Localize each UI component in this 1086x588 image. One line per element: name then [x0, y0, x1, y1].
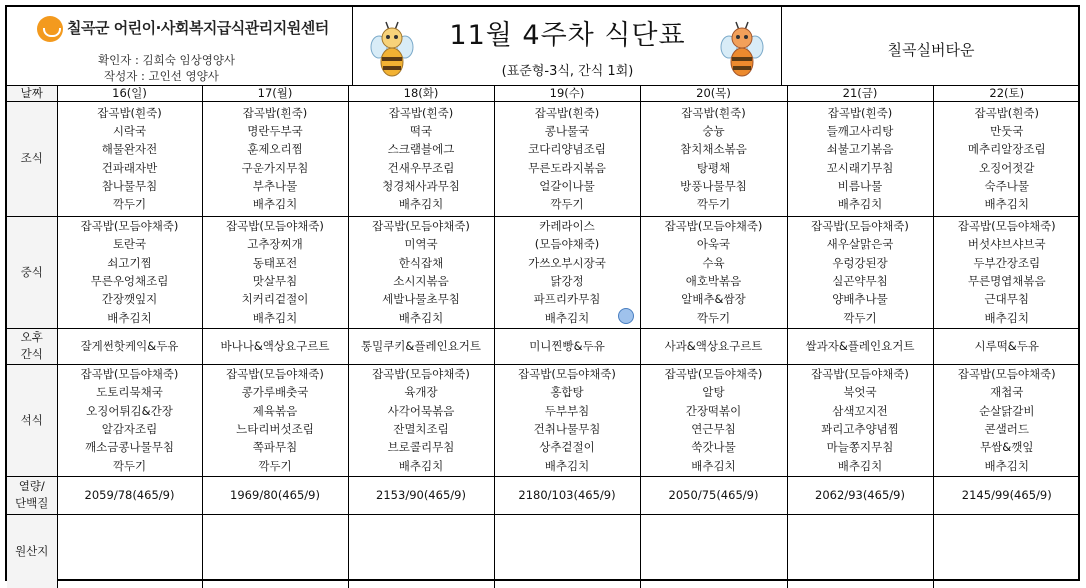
menu-item: 배추김치: [544, 310, 590, 325]
lunch-row: [7, 216, 1080, 328]
menu-item: 한식잡채: [398, 255, 444, 270]
menu-item: 깨소금콩나물무침: [85, 440, 174, 455]
nutrition-cell: 2153/90(465/9): [348, 476, 494, 514]
menu-item: 구운가지무침: [241, 160, 309, 175]
page-title: 11월 4주차 식단표: [449, 20, 686, 51]
header-right: [782, 7, 1080, 86]
menu-item: 쑥갓나물: [691, 440, 736, 455]
origin-cell: [787, 514, 933, 588]
dinner-row: [7, 364, 1080, 476]
menu-item: 잡곡밥(모듬야채죽): [372, 367, 470, 382]
breakfast-cell: [933, 101, 1080, 216]
menu-item: 꼬시래기무침: [826, 160, 894, 175]
menu-item: 두부부침: [544, 403, 590, 418]
menu-item: 도토리묵채국: [96, 385, 163, 400]
lunch-cell: [57, 216, 202, 328]
snack-cell: 쌀과자&플레인요거트: [787, 328, 933, 364]
dinner-cell: [57, 364, 202, 476]
menu-item: 무른우엉채조림: [90, 274, 169, 288]
menu-item: 잡곡밥(흰죽): [97, 105, 162, 120]
menu-item: 두부간장조림: [973, 255, 1041, 270]
menu-item: 알감자조림: [101, 422, 158, 436]
menu-item: 치커리겉절이: [241, 292, 309, 307]
dinner-label: 석식: [7, 364, 57, 476]
dinner-cell: [494, 364, 640, 476]
menu-item: 실곤약무침: [832, 274, 888, 288]
menu-item: 참치채소볶음: [680, 142, 747, 157]
dinner-cell: [933, 364, 1080, 476]
snack-cell: 통밀쿠키&플레인요거트: [348, 328, 494, 364]
dinner-cell: [787, 364, 933, 476]
menu-item: 잡곡밥(모듬야채죽): [957, 219, 1056, 234]
nutrition-label-line1: 열량/: [18, 479, 45, 493]
menu-item: 맛살무침: [252, 274, 298, 288]
menu-item: 잡곡밥(모듬야채죽): [811, 367, 909, 382]
menu-item: 배추김치: [398, 310, 444, 325]
menu-item: 깍두기: [112, 458, 147, 473]
menu-item: 만둣국: [990, 123, 1024, 138]
confirmer-text: 확인자 : 김희숙 임상영양사: [98, 53, 236, 67]
menu-item: 들깨고사리탕: [826, 123, 894, 138]
lunch-label: 중식: [7, 216, 57, 328]
menu-item: 토란국: [112, 237, 147, 252]
menu-item: 건새우무조림: [387, 160, 455, 175]
menu-item: 콘샐러드: [984, 422, 1029, 436]
origin-cell: [57, 514, 202, 588]
menu-item: 잡곡밥(모듬야채죽): [957, 367, 1056, 382]
menu-item: 순살닭갈비: [978, 403, 1035, 418]
menu-item: 탕평채: [696, 160, 731, 175]
menu-item: 가쓰오부시장국: [528, 255, 606, 270]
menu-item: 쇠불고기볶음: [826, 142, 894, 157]
menu-item: 상추겉절이: [539, 440, 595, 455]
breakfast-cell: [494, 101, 640, 216]
menu-item: 애호박볶음: [685, 274, 742, 288]
origin-cell: [640, 514, 787, 588]
menu-item: 잡곡밥(흰죽): [534, 105, 600, 120]
menu-item: 느타리버섯조림: [236, 422, 314, 436]
snack-cell: 바나나&액상요구르트: [202, 328, 348, 364]
menu-item: 브로콜리무침: [387, 440, 455, 455]
org-name: 칠곡군 어린이·사회복지급식관리지원센터: [67, 19, 329, 37]
nutrition-label: [7, 476, 57, 514]
menu-item: 잡곡밥(흰죽): [827, 105, 893, 120]
menu-item: 새우살맑은국: [826, 237, 894, 252]
menu-item: 미역국: [404, 237, 438, 252]
menu-item: 오징어튀김&간장: [86, 403, 173, 418]
menu-item: 코다리양념조림: [528, 142, 606, 157]
dinner-cell: [348, 364, 494, 476]
date-row: [7, 86, 1080, 101]
day-header: 22(토): [933, 86, 1080, 101]
menu-item: 홍합탕: [550, 385, 584, 400]
menu-item: 떡국: [409, 123, 433, 138]
menu-item: 잡곡밥(모듬야채죽): [664, 367, 763, 382]
day-header: 20(목): [640, 86, 787, 101]
breakfast-cell: [640, 101, 787, 216]
menu-item: 육개장: [404, 385, 438, 400]
breakfast-cell: [202, 101, 348, 216]
menu-item: 알탕: [702, 385, 725, 400]
menu-item: 마늘쫑지무침: [826, 440, 894, 455]
menu-item: 수육: [702, 255, 725, 270]
menu-item: 북엇국: [843, 385, 877, 400]
origin-cell: [494, 514, 640, 588]
menu-item: 간장떡볶이: [685, 403, 742, 418]
menu-item: 잡곡밥(모듬야채죽): [80, 367, 179, 382]
day-header: 21(금): [787, 86, 933, 101]
menu-item: 닭강정: [550, 274, 584, 288]
menu-item: 잡곡밥(모듬야채죽): [226, 219, 324, 234]
nutrition-cell: 2059/78(465/9): [57, 476, 202, 514]
bee-mascot-icon: [720, 17, 764, 79]
origin-cell: [348, 514, 494, 588]
menu-item: 잡곡밥(모듬야채죽): [226, 367, 324, 382]
menu-item: 배추김치: [544, 458, 590, 473]
breakfast-label: 조식: [7, 101, 57, 216]
menu-item: 양배추나물: [832, 292, 888, 307]
menu-item: 콩나물국: [544, 123, 590, 138]
day-header: 16(일): [57, 86, 202, 101]
menu-item: 깍두기: [843, 310, 877, 325]
logo-smile-icon: [37, 16, 63, 42]
menu-item: 깍두기: [696, 197, 731, 212]
menu-item: 근대무침: [984, 292, 1029, 307]
writer-text: 작성자 : 고인선 영양사: [104, 69, 219, 83]
character-sticker-icon: [618, 308, 634, 324]
day-header: 18(화): [348, 86, 494, 101]
menu-item: 세발나물초무침: [382, 292, 460, 307]
snack-cell: 사과&액상요구르트: [640, 328, 787, 364]
snack-label-line2: 간식: [20, 347, 43, 361]
day-header: 19(수): [494, 86, 640, 101]
lunch-cell: [348, 216, 494, 328]
menu-item: 오징어젓갈: [978, 160, 1035, 175]
date-label: 날짜: [7, 86, 57, 101]
snack-row: [7, 328, 1080, 364]
lunch-cell: [494, 216, 640, 328]
day-header: 17(월): [202, 86, 348, 101]
menu-item: 배추김치: [398, 458, 444, 473]
header-left: [7, 7, 353, 86]
menu-item: 소시지볶음: [393, 274, 449, 288]
menu-item: 간장깻잎지: [101, 292, 158, 307]
nutrition-label-line2: 단백질: [15, 496, 49, 510]
menu-item: 잡곡밥(모듬야채죽): [518, 367, 616, 382]
menu-item: 명란두부국: [247, 123, 303, 138]
menu-item: 고추장찌개: [247, 237, 303, 252]
lunch-cell: [640, 216, 787, 328]
menu-item: (모듬야채죽): [534, 237, 600, 252]
menu-item: 버섯샤브샤브국: [967, 237, 1046, 252]
nutrition-cell: 2180/103(465/9): [494, 476, 640, 514]
menu-item: 방풍나물무침: [680, 178, 747, 193]
menu-item: 숙주나물: [984, 178, 1029, 193]
menu-item: 잡곡밥(모듬야채죽): [372, 219, 470, 234]
menu-item: 청경채사과무침: [382, 178, 460, 193]
nutrition-row: [7, 476, 1080, 514]
menu-item: 시락국: [112, 123, 147, 138]
menu-item: 우렁강된장: [832, 255, 888, 270]
menu-item: 무른도라지볶음: [528, 160, 606, 175]
breakfast-cell: [57, 101, 202, 216]
menu-item: 쇠고기찜: [107, 255, 152, 270]
menu-item: 배추김치: [837, 197, 883, 212]
lunch-cell: [202, 216, 348, 328]
menu-item: 제육볶음: [252, 403, 298, 418]
menu-item: 무쌈&깻잎: [980, 440, 1034, 455]
menu-item: 배추김치: [691, 458, 736, 473]
lunch-cell: [933, 216, 1080, 328]
snack-cell: 시루떡&두유: [933, 328, 1080, 364]
menu-item: 배추김치: [252, 197, 298, 212]
menu-table: [7, 86, 1080, 588]
menu-item: 배추김치: [252, 310, 298, 325]
menu-item: 재첩국: [990, 385, 1024, 400]
menu-item: 파프리카무침: [533, 292, 601, 307]
origin-cell: [933, 514, 1080, 588]
menu-item: 잡곡밥(모듬야채죽): [664, 219, 763, 234]
menu-item: 잡곡밥(흰죽): [681, 105, 746, 120]
menu-item: 깍두기: [112, 197, 147, 212]
menu-item: 잡곡밥(모듬야채죽): [811, 219, 909, 234]
menu-item: 메추리알장조림: [967, 142, 1046, 157]
menu-item: 숭늉: [702, 123, 725, 138]
menu-item: 배추김치: [837, 458, 883, 473]
menu-item: 아욱국: [696, 237, 731, 252]
breakfast-cell: [787, 101, 933, 216]
dinner-cell: [202, 364, 348, 476]
menu-item: 잡곡밥(흰죽): [242, 105, 308, 120]
menu-item: 잡곡밥(흰죽): [974, 105, 1040, 120]
nutrition-cell: 2050/75(465/9): [640, 476, 787, 514]
menu-item: 깍두기: [696, 310, 731, 325]
menu-item: 삼색꼬지전: [832, 403, 888, 418]
snack-cell: 미니찐빵&두유: [494, 328, 640, 364]
menu-item: 깍두기: [258, 458, 292, 473]
menu-item: 연근무침: [691, 422, 736, 436]
facility-name: 칠곡실버타운: [887, 41, 975, 59]
menu-item: 동태포전: [252, 255, 298, 270]
menu-item: 꽈리고추양념찜: [821, 422, 899, 436]
lunch-cell: [787, 216, 933, 328]
menu-item: 참나물무침: [101, 178, 158, 193]
origin-row: [7, 514, 1080, 588]
menu-item: 잡곡밥(흰죽): [388, 105, 454, 120]
menu-item: 배추김치: [984, 197, 1029, 212]
menu-item: 쪽파무침: [252, 440, 298, 455]
origin-label: 원산지: [7, 514, 57, 588]
origin-cell: [202, 514, 348, 588]
menu-item: 배추김치: [107, 310, 152, 325]
header-center: [353, 7, 782, 86]
menu-item: 비름나물: [837, 178, 883, 193]
menu-item: 부추나물: [252, 178, 298, 193]
menu-item: 얼갈이나물: [539, 178, 595, 193]
menu-item: 잔멸치조림: [393, 422, 449, 436]
menu-item: 잡곡밥(모듬야채죽): [80, 219, 179, 234]
nutrition-cell: 1969/80(465/9): [202, 476, 348, 514]
page-subtitle: (표준형-3식, 간식 1회): [501, 64, 634, 79]
menu-item: 배추김치: [984, 458, 1029, 473]
menu-item: 배추김치: [984, 310, 1029, 325]
breakfast-row: [7, 101, 1080, 216]
breakfast-cell: [348, 101, 494, 216]
snack-label: [7, 328, 57, 364]
snack-label-line1: 오후: [20, 330, 43, 344]
menu-item: 무른명엽채볶음: [967, 274, 1046, 288]
menu-item: 훈제오리찜: [247, 142, 303, 157]
menu-item: 건취나물무침: [533, 422, 601, 436]
menu-item: 배추김치: [398, 197, 444, 212]
menu-item: 스크램블에그: [387, 142, 455, 157]
menu-item: 사각어묵볶음: [387, 403, 455, 418]
dinner-cell: [640, 364, 787, 476]
nutrition-cell: 2062/93(465/9): [787, 476, 933, 514]
menu-item: 카레라이스: [539, 219, 595, 234]
menu-item: 콩가루배춧국: [241, 385, 309, 400]
menu-item: 건파래자반: [101, 160, 158, 175]
menu-sheet: [5, 5, 1080, 581]
menu-item: 해물완자전: [101, 142, 158, 157]
menu-item: 알배추&쌈장: [681, 292, 746, 307]
snack-cell: 잘게썬핫케익&두유: [57, 328, 202, 364]
menu-item: 깍두기: [550, 197, 584, 212]
nutrition-cell: 2145/99(465/9): [933, 476, 1080, 514]
